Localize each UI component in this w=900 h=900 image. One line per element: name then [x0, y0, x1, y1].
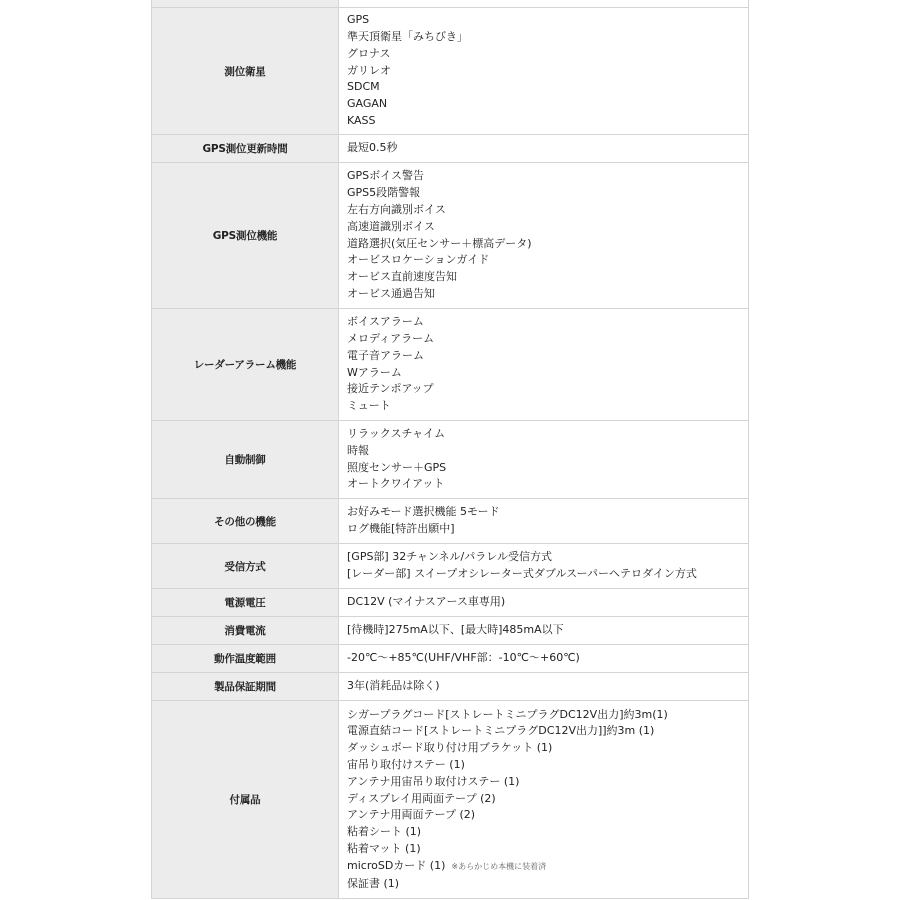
spec-value-line [347, 622, 740, 639]
spec-label: レーダーアラーム機能 [152, 309, 339, 421]
spec-value-text: GAGAN [347, 97, 388, 111]
spec-value [339, 163, 749, 309]
spec-value-text: microSDカード (1) [347, 858, 446, 872]
spec-value-line [347, 63, 740, 80]
spec-value-line [347, 876, 740, 893]
spec-value-text: 電子音アラーム [347, 348, 424, 362]
preinstalled-note: ※あらかじめ本機に装着済 [451, 861, 547, 871]
spec-value-line [347, 314, 740, 331]
spec-value-text: ミュート [347, 399, 391, 413]
spec-row [152, 309, 749, 421]
spec-value-line [347, 79, 740, 96]
spec-value [339, 589, 749, 617]
spec-label: 自動制御 [152, 421, 339, 499]
spec-value-line [347, 286, 740, 303]
spec-label [152, 0, 339, 8]
spec-value-line [347, 236, 740, 253]
spec-label: 消費電流 [152, 617, 339, 645]
spec-value-text: GPS5段階警報 [347, 186, 421, 200]
spec-value-text: GPS [347, 13, 370, 27]
spec-table-body [152, 0, 749, 899]
spec-value-text: 照度センサー＋GPS [347, 460, 447, 474]
spec-row [152, 617, 749, 645]
spec-value-text: [GPS部] 32チャンネル/パラレル受信方式 [347, 550, 552, 564]
spec-value-text: ログ機能[特許出願中] [347, 522, 455, 535]
spec-value-line [347, 678, 740, 695]
spec-value [339, 0, 749, 8]
spec-value-text: 保証書 (1) [347, 876, 400, 890]
spec-value-text: 粘着シート (1) [347, 825, 422, 839]
spec-value-line [347, 113, 740, 130]
spec-row [152, 499, 749, 544]
spec-label: 電源電圧 [152, 589, 339, 617]
spec-value-text: [待機時]275mA以下、[最大時]485mA以下 [347, 623, 564, 637]
spec-value-text: リラックスチャイム [347, 426, 446, 440]
spec-row [152, 673, 749, 701]
spec-value-line [347, 96, 740, 113]
spec-value-line [347, 650, 740, 667]
spec-value-text: オービスロケーションガイド [347, 253, 490, 267]
spec-value-text: 電源直結コード[ストレートミニプラグDC12V出力]]約3m (1) [347, 724, 655, 738]
spec-value-text: シガープラグコード[ストレートミニプラグDC12V出力]約3m(1) [347, 707, 668, 721]
spec-value-line [347, 252, 740, 269]
spec-value-text: アンテナ用両面テープ (2) [347, 808, 476, 822]
spec-value-text: -20℃～+85℃(UHF/VHF部：-10℃～+60℃) [347, 651, 580, 665]
spec-value-text: SDCM [347, 80, 380, 94]
spec-label: 付属品 [152, 701, 339, 899]
spec-row [152, 135, 749, 163]
spec-value-line [347, 521, 740, 538]
spec-value-text: DC12V (マイナスアース車専用) [347, 595, 506, 609]
spec-value-line [347, 12, 740, 29]
spec-label: 動作温度範囲 [152, 645, 339, 673]
spec-label: 受信方式 [152, 544, 339, 589]
spec-value-line [347, 774, 740, 791]
spec-value-line [347, 476, 740, 493]
spec-table [151, 0, 749, 899]
spec-value [339, 617, 749, 645]
spec-value-line [347, 841, 740, 858]
spec-value-line [347, 46, 740, 63]
spec-value-line [347, 331, 740, 348]
spec-value-text: メロディアラーム [347, 331, 435, 345]
spec-value-line [347, 219, 740, 236]
spec-row [152, 544, 749, 589]
spec-value-line [347, 348, 740, 365]
spec-value-text: 準天頂衛星「みちびき」 [347, 30, 468, 43]
spec-value-line [347, 185, 740, 202]
spec-value-line [347, 707, 740, 724]
spec-value [339, 673, 749, 701]
spec-value-line [347, 460, 740, 477]
spec-label: その他の機能 [152, 499, 339, 544]
spec-value-line [347, 29, 740, 46]
spec-value-line [347, 807, 740, 824]
spec-label: GPS測位更新時間 [152, 135, 339, 163]
spec-value-text: ガリレオ [347, 63, 391, 77]
spec-row [152, 421, 749, 499]
spec-label: 測位衛星 [152, 8, 339, 135]
spec-value [339, 645, 749, 673]
spec-row [152, 0, 749, 8]
spec-value-line [347, 140, 740, 157]
spec-value-line [347, 168, 740, 185]
spec-value [339, 544, 749, 589]
spec-value-text: オートクワイアット [347, 477, 445, 491]
spec-row [152, 701, 749, 899]
spec-value-text: 粘着マット (1) [347, 841, 421, 855]
spec-value [339, 135, 749, 163]
spec-value-text: 宙吊り取付けステー (1) [347, 758, 465, 771]
spec-value-text: 高速道識別ボイス [347, 219, 435, 233]
spec-value-text: オービス直前速度告知 [347, 270, 457, 284]
spec-value-text: ボイスアラーム [347, 315, 424, 329]
spec-value [339, 421, 749, 499]
spec-value-text: ダッシュボード取り付け用ブラケット (1) [347, 741, 553, 755]
spec-value-text: Wアラーム [347, 365, 402, 379]
spec-value-line [347, 504, 740, 521]
spec-value-text: アンテナ用宙吊り取付けステー (1) [347, 774, 520, 788]
spec-value-text: オービス通過告知 [347, 286, 435, 300]
spec-value [339, 499, 749, 544]
spec-value-line [347, 858, 740, 876]
spec-row [152, 8, 749, 135]
spec-row [152, 589, 749, 617]
spec-value-text: 時報 [347, 443, 369, 457]
spec-value-text: 3年(消耗品は除く) [347, 679, 440, 693]
spec-value-line [347, 594, 740, 611]
spec-value-text: 最短0.5秒 [347, 141, 398, 155]
spec-value-line [347, 723, 740, 740]
spec-label: 製品保証期間 [152, 673, 339, 701]
spec-value-text: [レーダー部] スイープオシレーター式ダブルスーパーヘテロダイン方式 [347, 567, 697, 580]
spec-value-line [347, 426, 740, 443]
spec-value-text: ディスプレイ用両面テープ (2) [347, 791, 496, 805]
spec-value-text: 道路選択(気圧センサー＋標高データ) [347, 236, 532, 250]
spec-value-line [347, 365, 740, 382]
spec-value-line [347, 202, 740, 219]
spec-value-line [347, 443, 740, 460]
spec-value-line [347, 549, 740, 566]
spec-value-line [347, 269, 740, 286]
spec-value-line [347, 566, 740, 583]
spec-value [339, 309, 749, 421]
spec-value-line [347, 757, 740, 774]
spec-value-text: 左右方向識別ボイス [347, 202, 446, 216]
spec-value-text: グロナス [347, 46, 391, 60]
spec-value-line [347, 824, 740, 841]
spec-value-text: お好みモード選択機能 5モード [347, 505, 500, 519]
spec-label: GPS測位機能 [152, 163, 339, 309]
spec-row [152, 645, 749, 673]
spec-row [152, 163, 749, 309]
spec-value-text: 接近テンポアップ [347, 382, 434, 396]
spec-value [339, 8, 749, 135]
spec-value-text: GPSボイス警告 [347, 169, 425, 183]
spec-value-line [347, 398, 740, 415]
spec-value [339, 701, 749, 899]
spec-value-line [347, 740, 740, 757]
spec-value-text: KASS [347, 113, 376, 127]
spec-value-line [347, 791, 740, 808]
spec-value-line [347, 381, 740, 398]
